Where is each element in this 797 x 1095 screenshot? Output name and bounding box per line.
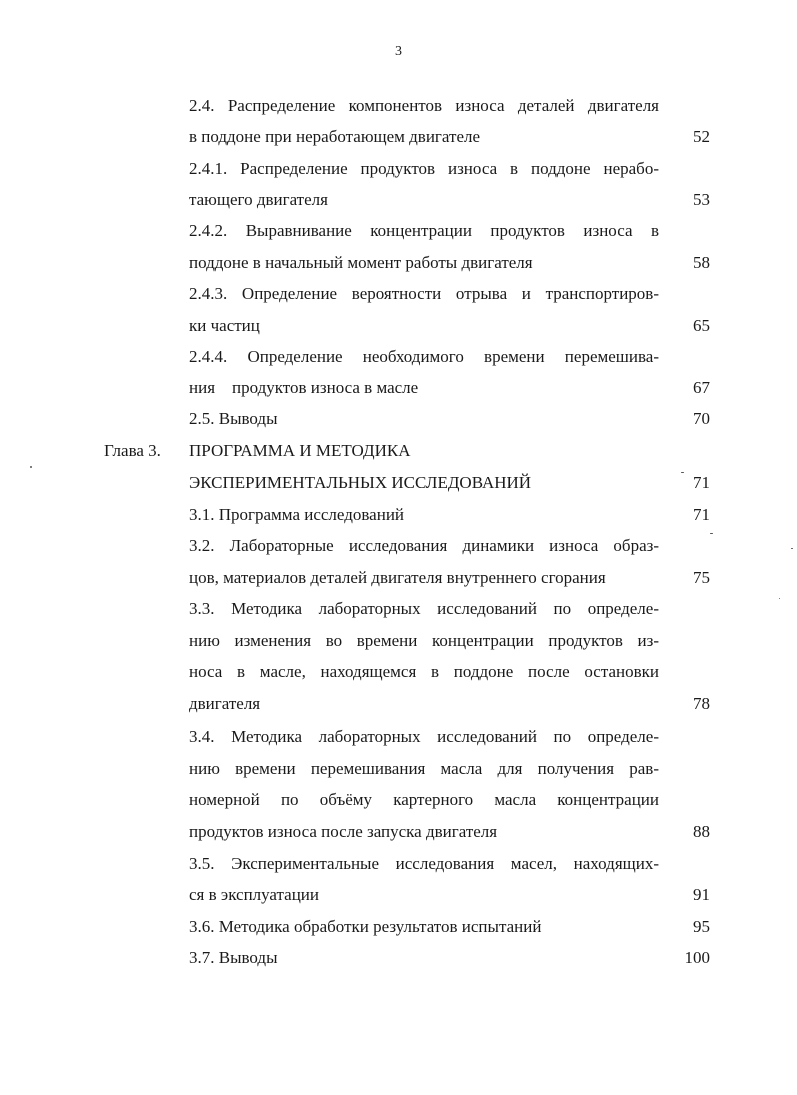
toc-entry-3-4-line3: номерной по объёму картерного масла концентрации [189,790,659,809]
toc-entry-2-4-1-page: 53 [693,190,710,209]
toc-entry-2-4-3-page: 65 [693,316,710,335]
toc-entry-3-4-page: 88 [693,822,710,841]
toc-entry-2-4-2-line2: поддоне в начальный момент работы двигателя [189,253,533,272]
toc-entry-3-1-line1: 3.1. Программа исследований [189,505,405,524]
toc-entry-3-2-page: 75 [693,568,710,587]
chapter-3-label: Глава 3. [104,441,161,460]
scan-speck [779,598,780,599]
toc-entry-3-6-page: 95 [693,917,710,936]
toc-entry-2-4-4-line1: 2.4.4. Определение необходимого времени перемешива- [189,347,659,366]
toc-entry-2-4-2-line1: 2.4.2. Выравнивание концентрации продуктов износа в [189,221,659,240]
chapter-3-title-line2: ЭКСПЕРИМЕНТАЛЬНЫХ ИССЛЕДОВАНИЙ [189,473,532,492]
toc-entry-2-4-1-line2: тающего двигателя [189,190,328,209]
toc-entry-3-4-line2: нию времени перемешивания масла для получения рав- [189,759,659,778]
scan-speck [681,472,684,473]
toc-entry-3-3-line1: 3.3. Методика лабораторных исследований по определе- [189,599,659,618]
toc-entry-3-3-line4: двигателя [189,694,261,713]
toc-entry-3-3-page: 78 [693,694,710,713]
toc-entry-3-5-page: 91 [693,885,710,904]
toc-entry-2-4-4-line2: ния продуктов износа в масле [189,378,419,397]
toc-entry-3-1-page: 71 [693,505,710,524]
scan-speck [30,466,32,468]
toc-entry-2-5-page: 70 [693,409,710,428]
toc-entry-3-3-line2: нию изменения во времени концентрации продуктов из- [189,631,659,650]
toc-entry-3-7-page: 100 [684,948,710,967]
toc-entry-3-6-line1: 3.6. Методика обработки результатов испытаний [189,917,542,936]
toc-entry-3-4-line1: 3.4. Методика лабораторных исследований по определе- [189,727,659,746]
toc-entry-2-4-line1: 2.4. Распределение компонентов износа деталей двигателя [189,96,659,115]
chapter-3-page: 71 [693,473,710,492]
toc-entry-2-4-1-line1: 2.4.1. Распределение продуктов износа в поддоне нерабо- [189,159,659,178]
toc-entry-3-3-line3: носа в масле, находящемся в поддоне после остановки [189,662,659,681]
toc-entry-3-7-line1: 3.7. Выводы [189,948,278,967]
toc-entry-2-4-2-page: 58 [693,253,710,272]
toc-entry-2-4-4-page: 67 [693,378,710,397]
toc-entry-3-2-line1: 3.2. Лабораторные исследования динамики износа образ- [189,536,659,555]
toc-entry-2-4-3-line1: 2.4.3. Определение вероятности отрыва и транспортиров- [189,284,659,303]
chapter-3-title-line1: ПРОГРАММА И МЕТОДИКА [189,441,411,460]
toc-entry-3-5-line1: 3.5. Экспериментальные исследования масел, находящих- [189,854,659,873]
toc-entry-2-4-page: 52 [693,127,710,146]
toc-entry-3-4-line4: продуктов износа после запуска двигателя [189,822,498,841]
toc-entry-2-5-line1: 2.5. Выводы [189,409,278,428]
toc-entry-3-5-line2: ся в эксплуатации [189,885,320,904]
toc-entry-3-2-line2: цов, материалов деталей двигателя внутреннего сгорания [189,568,606,587]
page-number: 3 [395,44,402,59]
toc-entry-2-4-line2: в поддоне при неработающем двигателе [189,127,481,146]
scan-speck [791,548,793,549]
scan-speck [710,533,713,534]
toc-entry-2-4-3-line2: ки частиц [189,316,260,335]
